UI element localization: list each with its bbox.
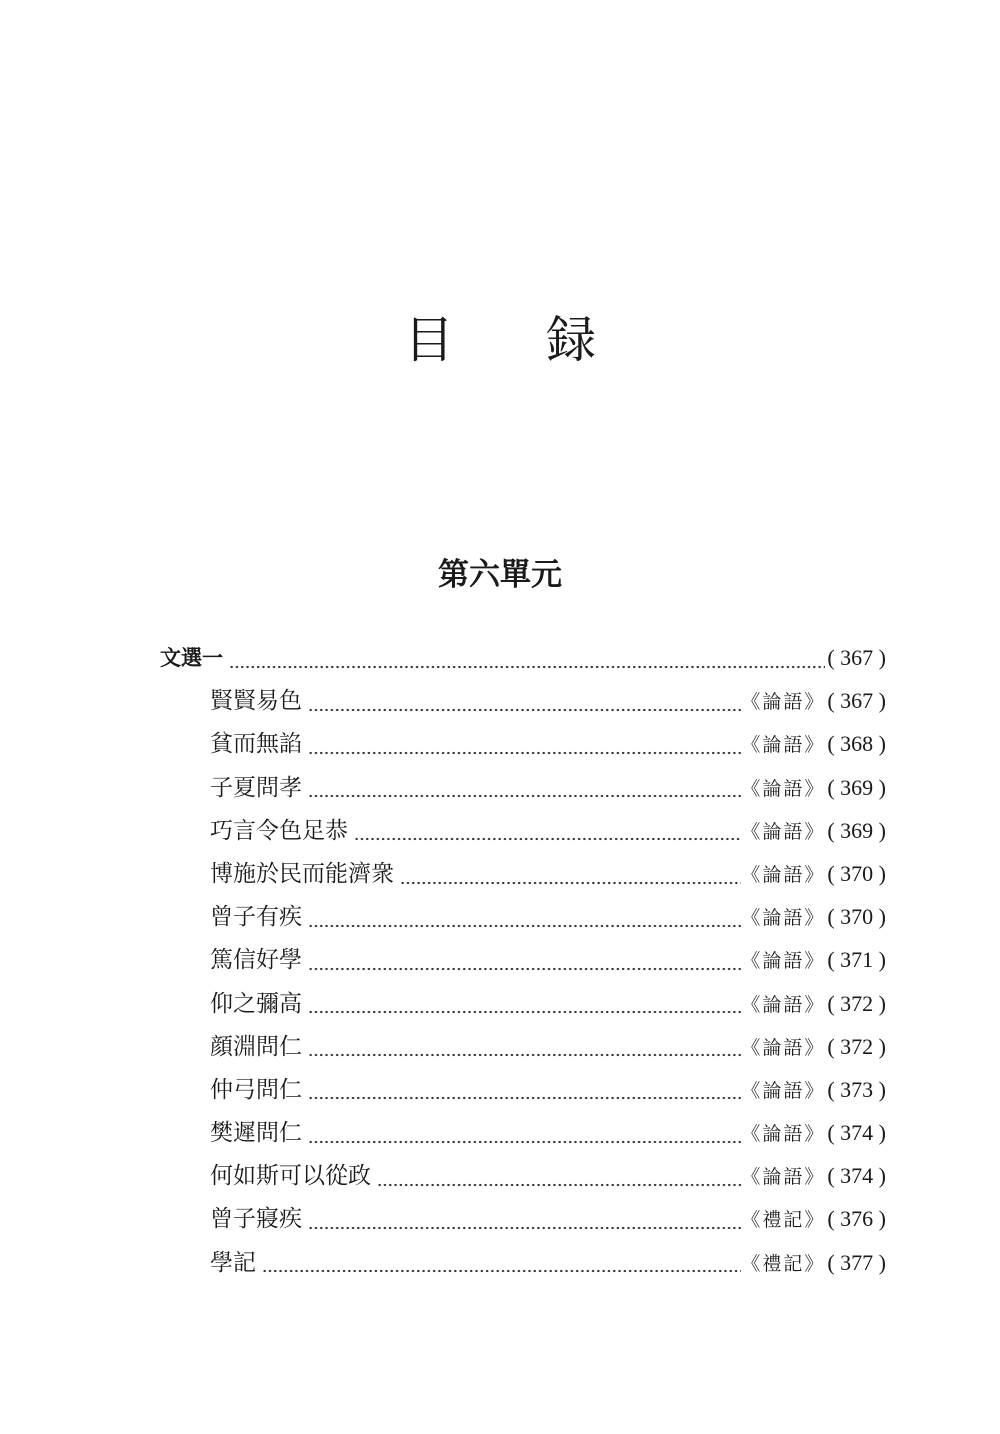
toc-entry[interactable]	[160, 766, 886, 809]
toc-entry[interactable]	[160, 1025, 886, 1068]
dot-leader	[308, 1082, 741, 1102]
dot-leader	[308, 737, 741, 757]
toc-entry[interactable]	[160, 1068, 886, 1111]
toc-entry-source: 《論語》	[741, 691, 826, 714]
dot-leader	[308, 694, 741, 714]
toc-entry-source: 《禮記》	[741, 1209, 826, 1232]
toc-entry-title: 何如斯可以從政	[210, 1163, 371, 1190]
toc-entry-page: ( 370 )	[827, 860, 886, 886]
dot-leader	[308, 1212, 741, 1232]
page-title: 目録	[404, 311, 688, 369]
toc-entry[interactable]	[160, 895, 886, 938]
toc-entry[interactable]	[160, 852, 886, 895]
dot-leader	[354, 823, 741, 843]
unit-title: 第六單元	[438, 557, 562, 593]
toc-entry-page: ( 367 )	[827, 688, 886, 714]
dot-leader	[377, 1169, 741, 1189]
toc-entry-title: 貧而無諂	[210, 731, 302, 758]
toc-entry-page: ( 368 )	[827, 731, 886, 757]
toc-entry-source: 《論語》	[741, 1079, 826, 1102]
toc-entry-page: ( 369 )	[827, 774, 886, 800]
dot-leader	[262, 1255, 741, 1275]
toc-entry-page: ( 373 )	[827, 1076, 886, 1102]
dot-leader	[308, 996, 741, 1016]
dot-leader	[308, 910, 741, 930]
toc-entry[interactable]	[160, 1197, 886, 1240]
toc-entry-title: 顔淵問仁	[210, 1033, 302, 1060]
toc-entry[interactable]	[160, 1241, 886, 1284]
toc-entry[interactable]	[160, 1154, 886, 1197]
toc-entry[interactable]	[160, 938, 886, 981]
toc-entry[interactable]	[160, 809, 886, 852]
dot-leader	[308, 1126, 741, 1146]
toc-entry-title: 巧言令色足恭	[210, 817, 348, 844]
toc-entry-title: 博施於民而能濟衆	[210, 860, 394, 887]
toc-entry-source: 《論語》	[741, 734, 826, 757]
toc-entry-source: 《論語》	[741, 950, 826, 973]
toc-entry-page: ( 371 )	[827, 947, 886, 973]
table-of-contents	[160, 636, 886, 1284]
toc-entry-source: 《論語》	[741, 1036, 826, 1059]
toc-entry-title: 曾子寢疾	[210, 1206, 302, 1233]
toc-entry[interactable]	[160, 982, 886, 1025]
toc-entry-page: ( 377 )	[827, 1249, 886, 1275]
toc-entry[interactable]	[160, 722, 886, 765]
toc-entry-title: 仲弓問仁	[210, 1076, 302, 1103]
toc-entry[interactable]	[160, 679, 886, 722]
toc-entry-page: ( 369 )	[827, 817, 886, 843]
toc-entry-page: ( 372 )	[827, 990, 886, 1016]
toc-entry-source: 《論語》	[741, 1123, 826, 1146]
toc-entry-title: 篤信好學	[210, 947, 302, 974]
dot-leader	[308, 953, 741, 973]
dot-leader	[308, 1039, 741, 1059]
toc-entry-source: 《論語》	[741, 820, 826, 843]
dot-leader	[400, 867, 741, 887]
toc-entry[interactable]	[160, 636, 886, 679]
toc-entry-source: 《論語》	[741, 863, 826, 886]
toc-entry-page: ( 374 )	[827, 1120, 886, 1146]
toc-entry-page: ( 376 )	[827, 1206, 886, 1232]
toc-entry-source: 《禮記》	[741, 1252, 826, 1275]
toc-entry-title: 樊遲問仁	[210, 1120, 302, 1147]
toc-entry-title: 賢賢易色	[210, 688, 302, 715]
toc-entry-title: 文選一	[160, 646, 223, 670]
toc-entry-source: 《論語》	[741, 1166, 826, 1189]
toc-entry-title: 學記	[210, 1249, 256, 1276]
dot-leader	[229, 651, 825, 671]
toc-entry-page: ( 367 )	[827, 645, 886, 670]
toc-entry-page: ( 372 )	[827, 1033, 886, 1059]
toc-entry-source: 《論語》	[741, 993, 826, 1016]
toc-entry-title: 仰之彌高	[210, 990, 302, 1017]
toc-entry-page: ( 370 )	[827, 904, 886, 930]
toc-entry-title: 子夏問孝	[210, 774, 302, 801]
toc-entry-source: 《論語》	[741, 907, 826, 930]
dot-leader	[308, 780, 741, 800]
toc-entry[interactable]	[160, 1111, 886, 1154]
toc-entry-page: ( 374 )	[827, 1163, 886, 1189]
toc-entry-title: 曾子有疾	[210, 904, 302, 931]
toc-entry-source: 《論語》	[741, 777, 826, 800]
